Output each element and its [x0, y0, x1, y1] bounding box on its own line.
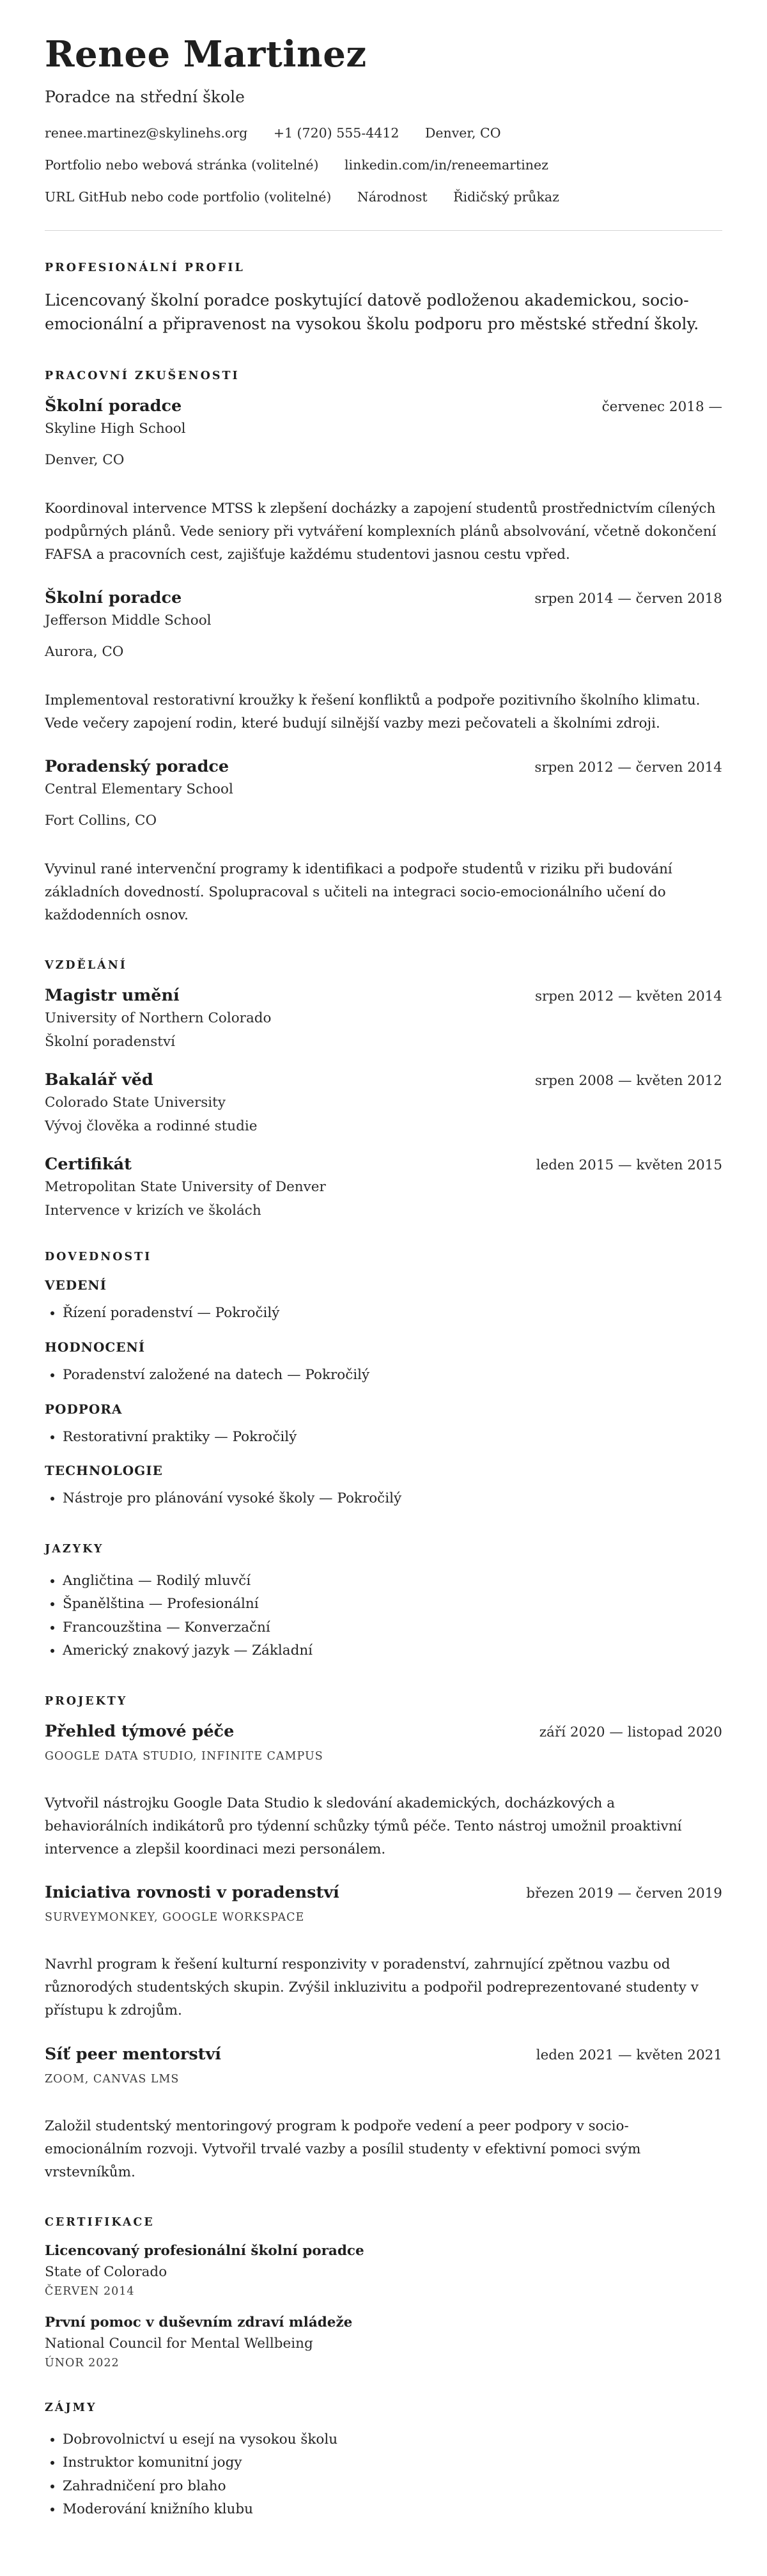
project-dates: leden 2021 — květen 2021	[536, 2047, 722, 2063]
experience-entry	[45, 757, 722, 927]
employer-name: Jefferson Middle School	[45, 612, 212, 628]
job-description: Implementoval restorativní kroužky k řešení konfliktů a podpoře pozitivního školního klimatu. Vede večery zapojení rodin, které budují silnější vazby mezi pečovateli a školními zdroji.	[45, 692, 701, 732]
experience-section	[45, 370, 722, 928]
interest-item: • Dobrovolnictví u esejí na vysokou školu	[63, 2428, 722, 2452]
license-text: Řidičský průkaz	[453, 189, 559, 205]
experience-section-title: PRACOVNÍ ZKUŠENOSTI	[45, 369, 240, 382]
project-title: Síť peer mentorství	[45, 2044, 221, 2064]
candidate-name: Renee Martinez	[45, 33, 367, 75]
skill-item: • Restorativní praktiky — Pokročilý	[63, 1426, 722, 1449]
language-item: • Francouzština — Konverzační	[63, 1616, 722, 1640]
job-dates: červenec 2018 —	[601, 398, 722, 415]
degree-name: Magistr umění	[45, 986, 180, 1006]
project-description: Založil studentský mentoringový program k podpoře vedení a peer podpory v socio-emocionálním rozvoji. Vytvořil trvalé vazby a posílil studenty v efektivní pomoci svým vrstevníkům.	[45, 2118, 641, 2180]
project-dates: březen 2019 — červen 2019	[526, 1885, 722, 1902]
certification-name: Licencovaný profesionální školní poradce	[45, 2242, 364, 2259]
education-section-title: VZDĚLÁNÍ	[45, 959, 127, 972]
certifications-section-title: CERTIFIKACE	[45, 2215, 155, 2229]
education-entry	[45, 986, 722, 1050]
school-name: Metropolitan State University of Denver	[45, 1179, 326, 1196]
employer-name: Central Elementary School	[45, 781, 233, 798]
header-divider	[45, 230, 722, 231]
projects-section	[45, 1695, 722, 2184]
portfolio-link[interactable]: Portfolio nebo webová stránka (volitelné)	[45, 157, 319, 173]
resume-header	[45, 35, 722, 205]
skill-item: • Řízení poradenství — Pokročilý	[63, 1302, 722, 1325]
job-title: Poradenský poradce	[45, 757, 229, 777]
certification-issuer: National Council for Mental Wellbeing	[45, 2335, 313, 2352]
certification-name: První pomoc v duševním zdraví mládeže	[45, 2314, 353, 2330]
languages-section	[45, 1543, 722, 1663]
field-of-study: Vývoj člověka a rodinné studie	[45, 1118, 258, 1135]
job-title: Školní poradce	[45, 396, 182, 416]
interest-list	[45, 2428, 722, 2522]
certification-issuer: State of Colorado	[45, 2263, 167, 2280]
education-dates: leden 2015 — květen 2015	[536, 1157, 722, 1174]
project-entry	[45, 1883, 722, 2022]
profile-section	[45, 262, 722, 336]
language-item: • Americký znakový jazyk — Základní	[63, 1639, 722, 1663]
project-entry	[45, 2045, 722, 2184]
contact-line-links	[45, 157, 722, 173]
project-tech: ZOOM, CANVAS LMS	[45, 2072, 180, 2086]
skill-item: • Nástroje pro plánování vysoké školy — Pokročilý	[63, 1487, 722, 1511]
field-of-study: Školní poradenství	[45, 1034, 175, 1050]
nationality-text: Národnost	[357, 189, 428, 205]
projects-section-title: PROJEKTY	[45, 1694, 128, 1708]
interest-item: • Zahradničení pro blaho	[63, 2475, 722, 2499]
interest-item: • Moderování knižního klubu	[63, 2498, 722, 2522]
interests-section	[45, 2401, 722, 2522]
school-name: University of Northern Colorado	[45, 1010, 272, 1027]
school-name: Colorado State University	[45, 1095, 226, 1111]
profile-section-title: PROFESIONÁLNÍ PROFIL	[45, 261, 245, 274]
languages-section-title: JAZYKY	[45, 1542, 104, 1556]
education-dates: srpen 2008 — květen 2012	[534, 1073, 722, 1089]
project-title: Přehled týmové péče	[45, 1721, 235, 1741]
skill-category: VEDENÍ	[45, 1277, 107, 1293]
skill-item: • Poradenství založené na datech — Pokročilý	[63, 1364, 722, 1387]
skill-category: HODNOCENÍ	[45, 1339, 146, 1355]
interest-item: • Instruktor komunitní jogy	[63, 2451, 722, 2475]
job-dates: srpen 2014 — červen 2018	[534, 590, 722, 607]
profile-summary: Licencovaný školní poradce poskytující datově podloženou akademickou, socio-emocionální a připravenost na vysokou školu podporu pro městské střední školy.	[45, 290, 699, 334]
education-section	[45, 959, 722, 1219]
education-entry	[45, 1070, 722, 1134]
education-dates: srpen 2012 — květen 2014	[534, 988, 722, 1005]
certification-date: ČERVEN 2014	[45, 2284, 135, 2298]
phone-number[interactable]: +1 (720) 555-4412	[273, 125, 399, 141]
project-entry	[45, 1722, 722, 1861]
skills-section-title: DOVEDNOSTI	[45, 1251, 152, 1264]
certification-entry	[45, 2243, 722, 2298]
project-dates: září 2020 — listopad 2020	[539, 1724, 722, 1740]
interests-section-title: ZÁJMY	[45, 2401, 97, 2414]
skill-list	[45, 1487, 722, 1511]
contact-line-primary	[45, 125, 722, 141]
project-tech: SURVEYMONKEY, GOOGLE WORKSPACE	[45, 1911, 305, 1924]
project-title: Iniciativa rovnosti v poradenství	[45, 1883, 339, 1903]
job-title: Školní poradce	[45, 588, 182, 607]
experience-entry	[45, 588, 722, 735]
skill-category: TECHNOLOGIE	[45, 1463, 163, 1479]
certification-date: ÚNOR 2022	[45, 2356, 120, 2369]
degree-name: Bakalář věd	[45, 1070, 153, 1090]
github-link[interactable]: URL GitHub nebo code portfolio (volitelné)	[45, 189, 332, 205]
employer-name: Skyline High School	[45, 420, 186, 437]
language-item: • Angličtina — Rodilý mluvčí	[63, 1570, 722, 1593]
skill-list	[45, 1426, 722, 1449]
job-location: Aurora, CO	[45, 643, 124, 660]
language-item: • Španělština — Profesionální	[63, 1593, 722, 1616]
job-location: Denver, CO	[45, 451, 125, 468]
certification-entry	[45, 2314, 722, 2369]
skill-list	[45, 1302, 722, 1325]
candidate-headline: Poradce na střední škole	[45, 87, 245, 106]
job-location: Fort Collins, CO	[45, 813, 157, 829]
experience-entry	[45, 396, 722, 566]
language-list	[45, 1570, 722, 1663]
email-link[interactable]: renee.martinez@skylinehs.org	[45, 125, 248, 141]
degree-name: Certifikát	[45, 1155, 132, 1175]
job-dates: srpen 2012 — červen 2014	[534, 760, 722, 776]
skill-category: PODPORA	[45, 1401, 123, 1417]
certifications-section	[45, 2216, 722, 2369]
job-description: Koordinoval intervence MTSS k zlepšení docházky a zapojení studentů prostřednictvím cílených podpůrných plánů. Vede seniory při vytváření komplexních plánů absolvování, včetně dokončení FAFSA a pracovních cest, zajišťuje každému studentovi jasnou cestu vpřed.	[45, 500, 717, 563]
skill-list	[45, 1364, 722, 1387]
project-description: Navrhl program k řešení kulturní responzivity v poradenství, zahrnující zpětnou vazbu od různorodých studentských skupin. Zvýšil inkluzivitu a podpořil podreprezentované studenty v přístupu k zdrojům.	[45, 1956, 699, 2019]
linkedin-link[interactable]: linkedin.com/in/reneemartinez	[345, 157, 548, 173]
contact-line-extra	[45, 189, 722, 205]
project-tech: GOOGLE DATA STUDIO, INFINITE CAMPUS	[45, 1749, 323, 1763]
job-description: Vyvinul rané intervenční programy k identifikaci a podpoře studentů v riziku při budování základních dovedností. Spolupracoval s učiteli na integraci socio-emocionálního učení do každodenních osnov.	[45, 861, 672, 924]
location-text: Denver, CO	[424, 125, 501, 141]
field-of-study: Intervence v krizích ve školách	[45, 1203, 261, 1219]
project-description: Vytvořil nástrojku Google Data Studio k sledování akademických, docházkových a behaviorálních indikátorů pro týdenní schůzky týmů péče. Tento nástroj umožnil proaktivní intervence a zlepšil koordinaci mezi personálem.	[45, 1795, 682, 1858]
skills-section	[45, 1251, 722, 1510]
education-entry	[45, 1155, 722, 1219]
